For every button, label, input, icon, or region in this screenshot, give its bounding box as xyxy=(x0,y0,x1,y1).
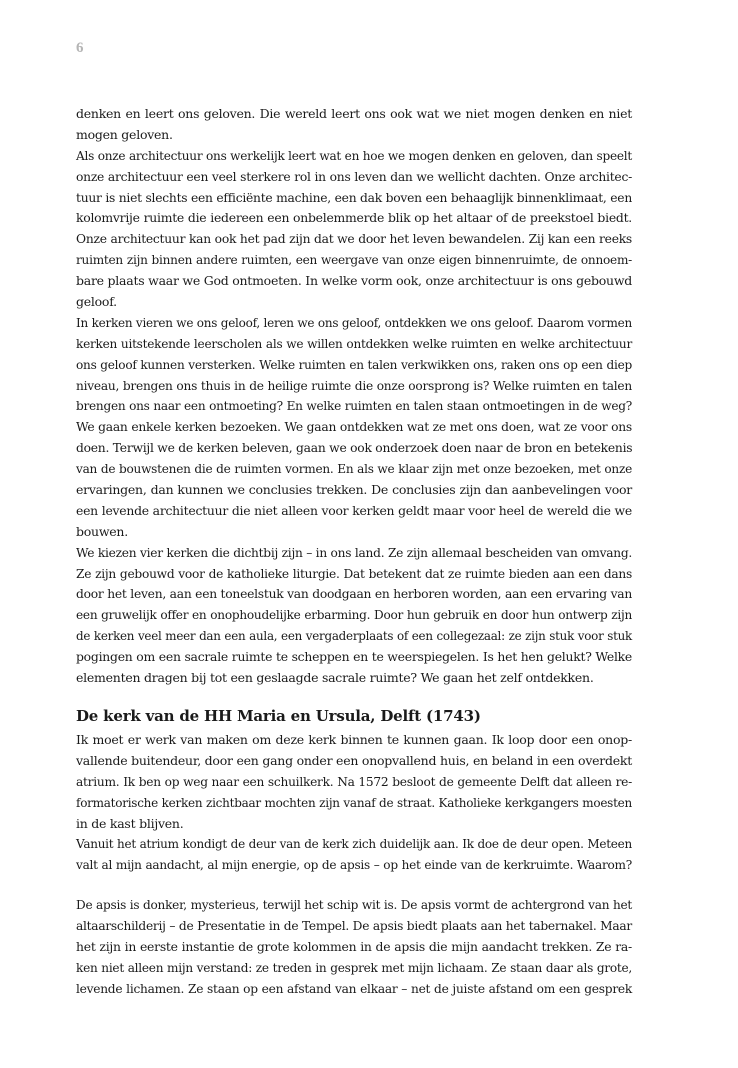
text-line: We gaan enkele kerken bezoeken. We gaan ontdekken wat ze met ons doen, wat ze voor ons xyxy=(76,420,632,435)
text-line: tuur is niet slechts een efficiënte machine, een dak boven een behaaglijk binnenklimaat, een xyxy=(76,190,632,205)
text-line: Onze architectuur kan ook het pad zijn dat we door het leven bewandelen. Zij kan een reeks xyxy=(76,232,632,247)
text-line: vallende buitendeur, door een gang onder een onopvallend huis, en beland in een overdekt xyxy=(76,752,632,768)
text-line: Ik moet er werk van maken om deze kerk binnen te kunnen gaan. Ik loop door een onop- xyxy=(76,732,632,747)
text-line: In kerken vieren we ons geloof, leren we ons geloof, ontdekken we ons geloof. Daarom vormen xyxy=(76,315,632,330)
section-heading: De kerk van de HH Maria en Ursula, Delft (1743) xyxy=(76,707,481,725)
text-line: in de kast blijven. xyxy=(76,815,184,831)
text-line: formatorische kerken zichtbaar mochten zijn vanaf de straat. Katholieke kerkgangers moesten xyxy=(76,795,632,810)
text-line: een gruwelijk offer en onophoudelijke erbarming. Door hun gebruik en door hun ontwerp zijn xyxy=(76,608,632,623)
text-line: niveau, brengen ons thuis in de heilige ruimte die onze oorsprong is? Welke ruimten en talen xyxy=(76,378,632,393)
text-line: mogen geloven. xyxy=(76,126,173,142)
text-line: van de bouwstenen die de ruimten vormen. En als we klaar zijn met onze bezoeken, met onze xyxy=(76,462,632,477)
text-line: Vanuit het atrium kondigt de deur van de kerk zich duidelijk aan. Ik doe de deur open. Meteen xyxy=(76,837,632,852)
text-line: pogingen om een sacrale ruimte te scheppen en te weerspiegelen. Is het hen gelukt? Welke xyxy=(76,649,632,665)
text-line: de kerken veel meer dan een aula, een vergaderplaats of een collegezaal: ze zijn stuk voor stuk xyxy=(76,629,632,644)
text-line: kolomvrije ruimte die iedereen een onbelemmerde blik op het altaar of de preekstoel biedt. xyxy=(76,210,632,226)
text-line: doen. Terwijl we de kerken beleven, gaan we ook onderzoek doen naar de bron en betekenis xyxy=(76,441,633,456)
text-line: ons geloof kunnen versterken. Welke ruimten en talen verkwikken ons, raken ons op een diep xyxy=(76,357,632,372)
text-line: We kiezen vier kerken die dichtbij zijn – in ons land. Ze zijn allemaal bescheiden van omvang. xyxy=(76,545,632,560)
text-line: ruimten zijn binnen andere ruimten, een weergave van onze eigen binnenruimte, de onnoem- xyxy=(76,253,632,268)
text-line: ervaringen, dan kunnen we conclusies trekken. De conclusies zijn dan aanbevelingen voor xyxy=(76,482,632,498)
intro-text-block xyxy=(76,104,632,689)
text-line: De apsis is donker, mysterieus, terwijl het schip wit is. De apsis vormt de achtergrond van het xyxy=(76,898,632,912)
text-line: bouwen. xyxy=(76,523,128,539)
text-line: atrium. Ik ben op weg naar een schuilkerk. Na 1572 besloot de gemeente Delft dat alleen re- xyxy=(76,774,632,789)
text-line: door het leven, aan een toneelstuk van doodgaan en herboren worden, aan een ervaring van xyxy=(76,587,633,602)
apsis-text-block xyxy=(76,895,632,999)
section-text-block xyxy=(76,730,632,876)
text-line: geloof. xyxy=(76,294,117,310)
text-line: brengen ons naar een ontmoeting? En welke ruimten en talen staan ontmoetingen in de weg? xyxy=(76,399,632,414)
text-line: levende lichamen. Ze staan op een afstand van elkaar – net de juiste afstand om een gesprek xyxy=(76,981,632,996)
text-line: een levende architectuur die niet alleen voor kerken geldt maar voor heel de wereld die we xyxy=(76,502,632,518)
text-line: elementen dragen bij tot een geslaagde sacrale ruimte? We gaan het zelf ontdekken. xyxy=(76,670,594,686)
text-line: ken niet alleen mijn verstand: ze treden in gesprek met mijn lichaam. Ze staan daar als grote, xyxy=(76,960,632,975)
text-line: Als onze architectuur ons werkelijk leert wat en hoe we mogen denken en geloven, dan speelt xyxy=(76,148,632,163)
text-line: kerken uitstekende leerscholen als we willen ontdekken welke ruimten en welke architectuur xyxy=(76,336,632,351)
text-line: het zijn in eerste instantie de grote kolommen in de apsis die mijn aandacht trekken. Ze ra- xyxy=(76,938,632,954)
page-number: 6 xyxy=(76,40,84,56)
text-line: onze architectuur een veel sterkere rol in ons leven dan we wellicht dachten. Onze architec- xyxy=(76,169,632,184)
text-line: denken en leert ons geloven. Die wereld leert ons ook wat we niet mogen denken en niet xyxy=(76,106,632,121)
text-line: altaarschilderij – de Presentatie in de Tempel. De apsis biedt plaats aan het tabernakel. Maar xyxy=(76,918,632,933)
text-line: bare plaats waar we God ontmoeten. In welke vorm ook, onze architectuur is ons gebouwd xyxy=(76,273,633,289)
text-line: valt al mijn aandacht, al mijn energie, op de apsis – op het einde van de kerkruimte. Waarom? xyxy=(76,858,632,873)
text-line: Ze zijn gebouwd voor de katholieke liturgie. Dat betekent dat ze ruimte bieden aan een dans xyxy=(76,566,632,581)
